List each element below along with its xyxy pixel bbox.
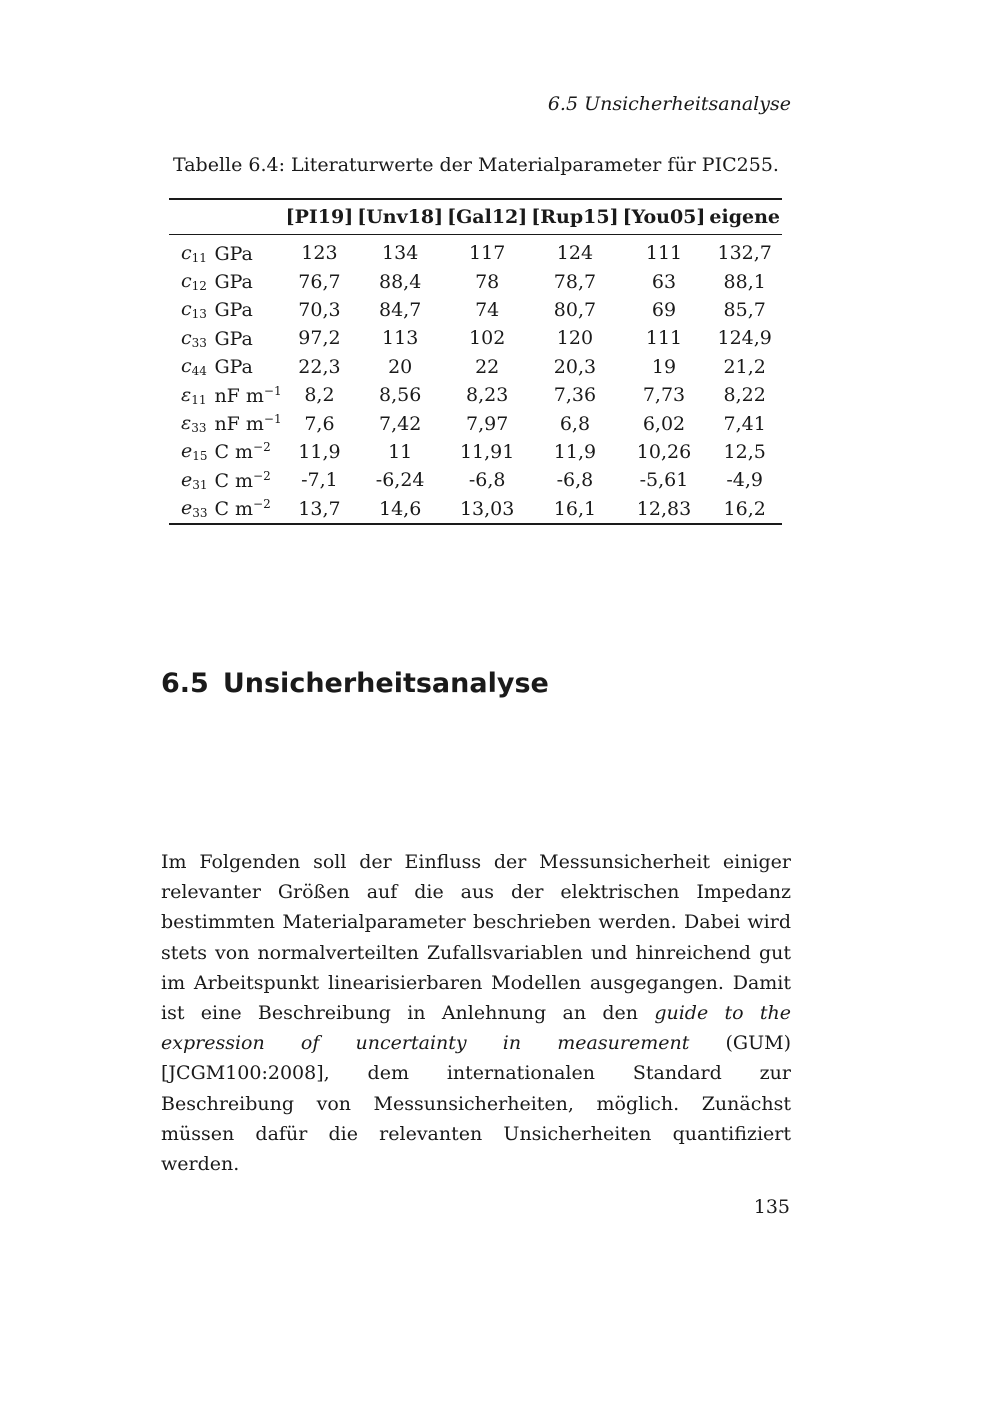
header-symbol-blank [169,199,212,235]
section-heading [161,668,549,699]
header-unit-blank [212,199,283,235]
table-cell: 22,3 [298,355,341,378]
material-parameter-table [169,198,782,525]
table-cell: 13,7 [298,497,341,520]
table-cell: 102 [469,327,506,350]
parameter-unit: nF $m^{-1}$ [214,412,282,436]
table-cell: 16,1 [553,497,597,520]
table-cell: 111 [645,242,683,265]
parameter-symbol: $c_{13}$ [181,298,207,322]
table-cell: 113 [382,327,419,350]
table-cell: 7,41 [723,412,766,435]
table-row [169,235,782,268]
section-number: 6.5 [161,668,209,699]
table-cell: -6,24 [375,469,425,492]
table-cell: 74 [475,298,500,321]
table-cell: 124,9 [717,327,772,350]
table-cell: 8,22 [723,384,766,407]
table-cell: 20,3 [553,355,597,378]
table-cell: 14,6 [379,497,422,520]
parameter-symbol: $\varepsilon_{33}$ [181,412,207,436]
table-row [169,353,782,381]
table-cell: 7,6 [304,412,335,435]
table-cell: 19 [651,355,677,378]
table-cell: 78,7 [553,270,597,293]
table-header-row [169,199,782,235]
column-header: [Rup15] [531,206,619,228]
running-head: 6.5 Unsicherheitsanalyse [547,93,791,115]
table-row [169,296,782,324]
parameter-symbol: $e_{15}$ [181,440,208,464]
parameter-symbol: $e_{31}$ [181,468,208,492]
table-cell: 6,02 [642,412,686,435]
table-cell: 76,7 [298,270,341,293]
parameter-unit: C $m^{-2}$ [214,497,271,521]
table-cell: 70,3 [298,298,341,321]
table-cell: 12,5 [723,440,766,463]
parameter-unit: GPa [214,271,253,294]
table-cell: 20 [388,355,413,378]
table-cell: 117 [469,242,506,265]
table-cell: -6,8 [556,469,594,492]
table-row [169,409,782,437]
column-header: [You05] [622,206,706,228]
table-caption: Tabelle 6.4: Literaturwerte der Materialparameter für PIC255. [173,154,779,176]
table-cell: 11,9 [298,440,341,463]
column-header: eigene [709,206,780,228]
table-cell: 78 [475,270,500,293]
table-row [169,381,782,409]
table-cell: 63 [651,270,677,293]
parameter-symbol: $c_{11}$ [181,241,207,265]
table-cell: 21,2 [723,355,766,378]
parameter-unit: GPa [214,356,253,379]
table-cell: 12,83 [636,497,692,520]
parameter-symbol: $e_{33}$ [181,497,208,521]
table-cell: -4,9 [726,469,764,492]
page-number: 135 [753,1196,790,1218]
parameter-symbol: $c_{33}$ [181,326,207,350]
parameter-symbol: $c_{12}$ [181,270,207,294]
table-cell: 88,4 [379,270,422,293]
table-cell: 11 [388,440,413,463]
table-cell: -5,61 [639,469,689,492]
table-cell: 10,26 [636,440,692,463]
parameter-unit: nF $m^{-1}$ [214,383,282,407]
table-row [169,438,782,466]
table-cell: 7,73 [642,384,686,407]
table-cell: 84,7 [379,298,422,321]
table-row [169,324,782,352]
paragraph-text: Im Folgenden soll der Einfluss der Messunsicherheit einiger relevanter Größen auf die aus der elektrischen Impedanz bestimmten Materialparameter beschrieben werden. Dabei wird stets von normalverteilten Zufallsvariablen und hinreichend gut im Arbeitspunkt linearisierbaren Modellen ausgegangen. Damit ist eine Beschreibung in Anlehnung an den [161,851,791,1025]
table-cell: 132,7 [717,242,772,265]
table-cell: 8,56 [379,384,422,407]
table-cell: 7,36 [553,384,597,407]
table-row [169,466,782,494]
table-cell: 123 [301,242,338,265]
table-cell: 85,7 [723,298,766,321]
table-cell: 111 [645,327,683,350]
table-cell: 69 [651,298,677,321]
parameter-symbol: $c_{44}$ [181,355,207,379]
parameter-unit: GPa [214,242,253,265]
column-header: [PI19] [285,206,354,228]
parameter-unit: C $m^{-2}$ [214,440,271,464]
paragraph-text: (GUM) [JCGM100:2008], dem internationalen Standard zur Beschreibung von Messunsicherheiten, möglich. Zunächst müssen dafür die relevanten Unsicherheiten quantifiziert werden. [161,1032,791,1176]
table-cell: 88,1 [723,270,766,293]
parameter-unit: C $m^{-2}$ [214,468,271,492]
table-cell: 8,2 [304,384,335,407]
table-cell: 120 [556,327,594,350]
table-cell: 134 [382,242,419,265]
table-cell: 7,97 [466,412,509,435]
table-row [169,495,782,524]
table-cell: 16,2 [723,497,766,520]
table-cell: 97,2 [298,327,341,350]
table-cell: 11,91 [459,440,515,463]
column-header: [Gal12] [447,206,528,228]
table-cell: 11,9 [553,440,597,463]
table-cell: -6,8 [468,469,506,492]
parameter-symbol: $\varepsilon_{11}$ [181,383,207,407]
column-header: [Unv18] [357,206,444,228]
parameter-unit: GPa [214,299,253,322]
table-cell: 13,03 [459,497,515,520]
parameter-unit: GPa [214,327,253,350]
table-cell: 124 [556,242,594,265]
body-paragraph [161,847,791,1179]
table-cell: 80,7 [553,298,597,321]
section-title: Unsicherheitsanalyse [222,668,549,699]
table-cell: 6,8 [559,412,591,435]
table-cell: 8,23 [466,384,509,407]
table-cell: 22 [475,355,500,378]
paragraph-italic-text: guide to the expression of uncertainty in measurement [161,1002,791,1055]
table-cell: 7,42 [379,412,422,435]
table-cell: -7,1 [301,469,338,492]
table-row [169,267,782,295]
